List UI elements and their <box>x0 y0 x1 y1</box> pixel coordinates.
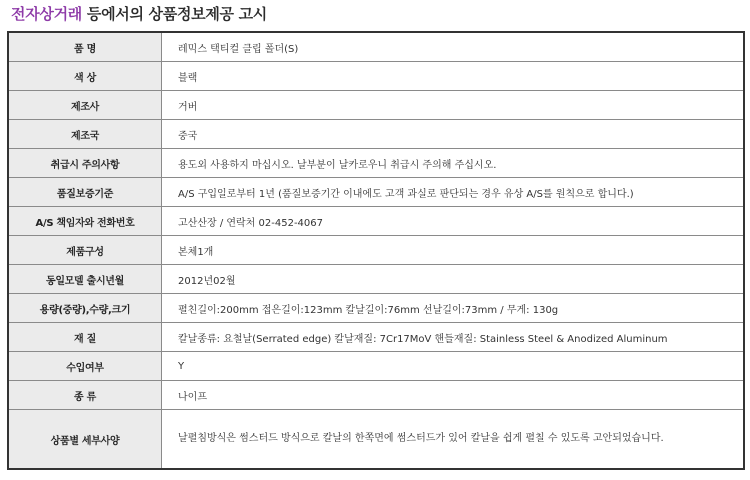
table-row-country <box>8 120 744 149</box>
row-label: 상품별 세부사양 <box>8 410 162 470</box>
row-label: 용량(중량),수량,크기 <box>8 294 162 323</box>
table-row-product-name <box>8 32 744 62</box>
row-label: 종 류 <box>8 381 162 410</box>
table-row-dimensions <box>8 294 744 323</box>
table-row-type <box>8 381 744 410</box>
table-row-components <box>8 236 744 265</box>
row-label: 제조국 <box>8 120 162 149</box>
row-value: Y <box>162 352 745 381</box>
row-value: 거버 <box>162 91 745 120</box>
table-row-warranty <box>8 178 744 207</box>
table-row-release-date <box>8 265 744 294</box>
table-row-color <box>8 62 744 91</box>
row-label: 수입여부 <box>8 352 162 381</box>
row-value: A/S 구입일로부터 1년 (품질보증기간 이내에도 고객 과실로 판단되는 경우 유상 A/S를 원칙으로 합니다.) <box>162 178 745 207</box>
row-label: 색 상 <box>8 62 162 91</box>
row-label: 제조사 <box>8 91 162 120</box>
page-title <box>11 2 267 26</box>
product-info-table <box>7 31 745 470</box>
table-row-as-contact <box>8 207 744 236</box>
row-value: 블랙 <box>162 62 745 91</box>
row-value: 중국 <box>162 120 745 149</box>
row-value: 레믹스 택티컬 클립 폴더(S) <box>162 32 745 62</box>
row-value: 2012년02월 <box>162 265 745 294</box>
table-row-handling-caution <box>8 149 744 178</box>
row-value: 펼친길이:200mm 접은길이:123mm 칼날길이:76mm 선날길이:73mm / 무게: 130g <box>162 294 745 323</box>
table-row-detailed-spec <box>8 410 744 470</box>
row-value: 본체1개 <box>162 236 745 265</box>
table-row-import <box>8 352 744 381</box>
row-label: 제품구성 <box>8 236 162 265</box>
row-label: A/S 책임자와 전화번호 <box>8 207 162 236</box>
page-title-rest: 등에서의 상품정보제공 고시 <box>81 5 268 23</box>
page-title-accent: 전자상거래 <box>11 5 82 23</box>
row-value: 용도외 사용하지 마십시오. 날부분이 날카로우니 취급시 주의해 주십시오. <box>162 149 745 178</box>
row-value: 칼날종류: 요철날(Serrated edge) 칼날재질: 7Cr17MoV 핸들재질: Stainless Steel & Anodized Aluminum <box>162 323 745 352</box>
table-row-material <box>8 323 744 352</box>
row-value: 나이프 <box>162 381 745 410</box>
row-label: 품질보증기준 <box>8 178 162 207</box>
row-value: 고산산장 / 연락처 02-452-4067 <box>162 207 745 236</box>
row-value: 날펼침방식은 썸스터드 방식으로 칼날의 한쪽면에 썸스터드가 있어 칼날을 쉽게 펼칠 수 있도록 고안되었습니다. <box>162 410 745 470</box>
row-label: 재 질 <box>8 323 162 352</box>
row-label: 취급시 주의사항 <box>8 149 162 178</box>
row-label: 동일모델 출시년월 <box>8 265 162 294</box>
table-row-manufacturer <box>8 91 744 120</box>
row-label: 품 명 <box>8 32 162 62</box>
